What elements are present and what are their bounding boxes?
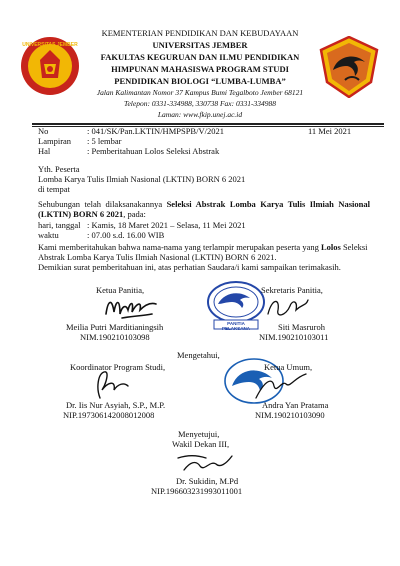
time-value: : 07.00 s.d. 16.00 WIB [87,230,165,240]
ketua-umum-signature-icon [252,372,310,402]
wakil-dekan-nip: NIP.196603231993011001 [151,486,243,496]
body-p1-tail: , pada: [123,209,146,219]
header-association: HIMPUNAN MAHASISWA PROGRAM STUDI [111,64,289,74]
body-p1-bold: Seleksi Abstrak Lomba Karya Tulis Ilmiah Nasional (LKTIN) BORN 6 2021 [38,199,370,219]
ketua-panitia-signature-icon [102,292,162,322]
header-ministry: KEMENTERIAN PENDIDIKAN DAN KEBUDAYAAN [101,28,299,38]
body-p2-text: Kami memberitahukan bahwa nama-nama yang terlampir merupakan peserta yang [38,242,321,252]
stamp-text: PANITIA PELAKSANA [221,321,250,331]
day-label: hari, tanggal [38,220,81,230]
sekretaris-name: Siti Masruroh [278,322,325,332]
recipient-line-2: Lomba Karya Tulis Ilmiah Nasional (LKTIN) BORN 6 2021 [38,174,246,184]
wakil-dekan-signature-icon [176,448,240,476]
header-university: UNIVERSITAS JEMBER [152,40,248,50]
body-p2-bold: Lolos [320,242,341,252]
wakil-dekan-title: Wakil Dekan III, [172,439,230,449]
day-value: : Kamis, 18 Maret 2021 – Selasa, 11 Mei 2021 [87,220,246,230]
koordinator-title: Koordinator Program Studi, [70,362,166,372]
lampiran-value: : 5 lembar [87,136,122,146]
sekretaris-nim: NIM.190210103011 [259,332,329,342]
sekretaris-signature-icon [262,294,312,322]
menyetujui-label: Menyetujui, [178,429,220,439]
hal-label: Hal [38,146,51,156]
letter-date: 11 Mei 2021 [308,126,352,136]
ketua-umum-title: Ketua Umum, [264,362,313,372]
recipient-line-1: Yth. Peserta [38,164,80,174]
header-faculty: FAKULTAS KEGURUAN DAN ILMU PENDIDIKAN [100,52,300,62]
ketua-umum-nim: NIM.190210103090 [255,410,325,420]
body-p2-tail: Seleksi Abstrak Lomba Karya Tulis Ilmiah Nasional (LKTIN) BORN 6 2021. [38,242,368,262]
recipient-line-3: di tempat [38,184,70,194]
ketua-panitia-nim: NIM.190210103098 [80,332,150,342]
header-address: Jalan Kalimantan Nomor 37 Kampus Bumi Tegalboto Jember 68121 [96,88,304,97]
koordinator-nip: NIP.197306142008012008 [63,410,155,420]
ketua-panitia-title: Ketua Panitia, [96,285,145,295]
header-program: PENDIDIKAN BIOLOGI “LUMBA-LUMBA” [114,76,286,86]
no-label: No [38,126,49,136]
body-paragraph-3: Demikian surat pemberitahuan ini, atas perhatian Saudara/i kami sampaikan terimakasih. [38,262,341,272]
sekretaris-title: Sekretaris Panitia, [261,285,323,295]
ketua-umum-name: Andra Yan Pratama [262,400,329,410]
ketua-panitia-name: Meilia Putri Marditianingsih [66,322,164,332]
koordinator-name: Dr. Iis Nur Asyiah, S.P., M.P. [66,400,166,410]
wakil-dekan-name: Dr. Sukidin, M.Pd [176,476,239,486]
header-website: Laman: www.fkip.unej.ac.id [157,110,243,119]
no-value: : 041/SK/Pan.LKTIN/HMPSPB/V/2021 [87,126,224,136]
body-p1-text: Sehubungan telah dilaksanakannya [38,199,167,209]
lampiran-label: Lampiran [38,136,72,146]
committee-stamp-icon [204,280,268,334]
mengetahui-label: Mengetahui, [177,350,220,360]
left-logo-text: UNIVERSITAS JEMBER [22,42,78,48]
koordinator-signature-icon [86,368,132,400]
header-divider [32,123,384,125]
body-paragraph-2 [38,242,370,262]
time-label: waktu [38,230,59,240]
hal-value: : Pemberitahuan Lolos Seleksi Abstrak [87,146,220,156]
body-paragraph-1 [38,199,370,219]
header-phone: Telepon: 0331-334988, 330738 Fax: 0331-334988 [124,99,276,108]
